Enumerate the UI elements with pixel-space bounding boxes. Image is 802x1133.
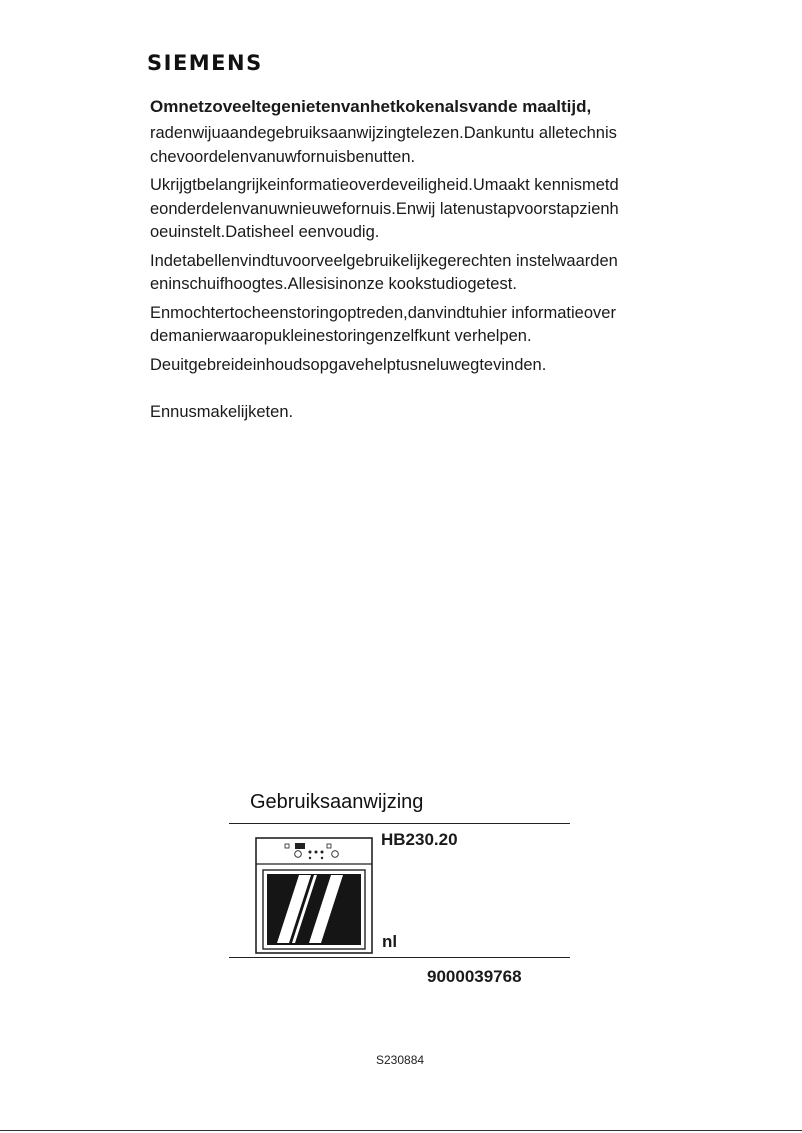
intro-paragraph-3: Indetabellenvindtuvoorveelgebruikelijkegerechten instelwaardeneninschuifhoogtes.Allesisinonze kookstudiogetest. (150, 251, 618, 293)
title-rule-top (229, 823, 570, 824)
language-code: nl (382, 932, 398, 951)
intro-paragraph-2: Ukrijgtbelangrijkeinformatieoverdeveiligheid.Umaakt kennismetdeonderdelenvanuwnieuwefornuis.Enwij latenustapvoorstapzienhoeuinstelt.Datisheel eenvoudig. (150, 176, 619, 241)
intro-text (150, 94, 620, 430)
oven-icon (255, 837, 373, 954)
intro-heading: Omnetzoveeltegenietenvanhetkokenalsvande maaltijd, (150, 97, 592, 116)
model-number: HB230.20 (381, 830, 458, 849)
intro-closing: Ennusmakelijketen. (150, 403, 294, 421)
intro-paragraph-1: radenwijuaandegebruiksaanwijzingtelezen.Dankuntu alletechnischevoordelenvanuwfornuisbenutten. (150, 124, 617, 166)
footer-code: S230884 (376, 1053, 425, 1067)
brand-logo: SIEMENS (147, 51, 263, 75)
title-rule-bottom (229, 957, 570, 958)
document-title: Gebruiksaanwijzing (250, 791, 424, 813)
intro-paragraph-5: Deuitgebreideinhoudsopgavehelptusneluwegtevinden. (150, 355, 547, 374)
page-bottom-rule (0, 1130, 802, 1131)
intro-paragraph-4: Enmochtertocheenstoringoptreden,danvindtuhier informatieoverdemanierwaaropukleinestoringenzelfkunt verhelpen. (150, 303, 616, 345)
part-number: 9000039768 (427, 967, 522, 986)
